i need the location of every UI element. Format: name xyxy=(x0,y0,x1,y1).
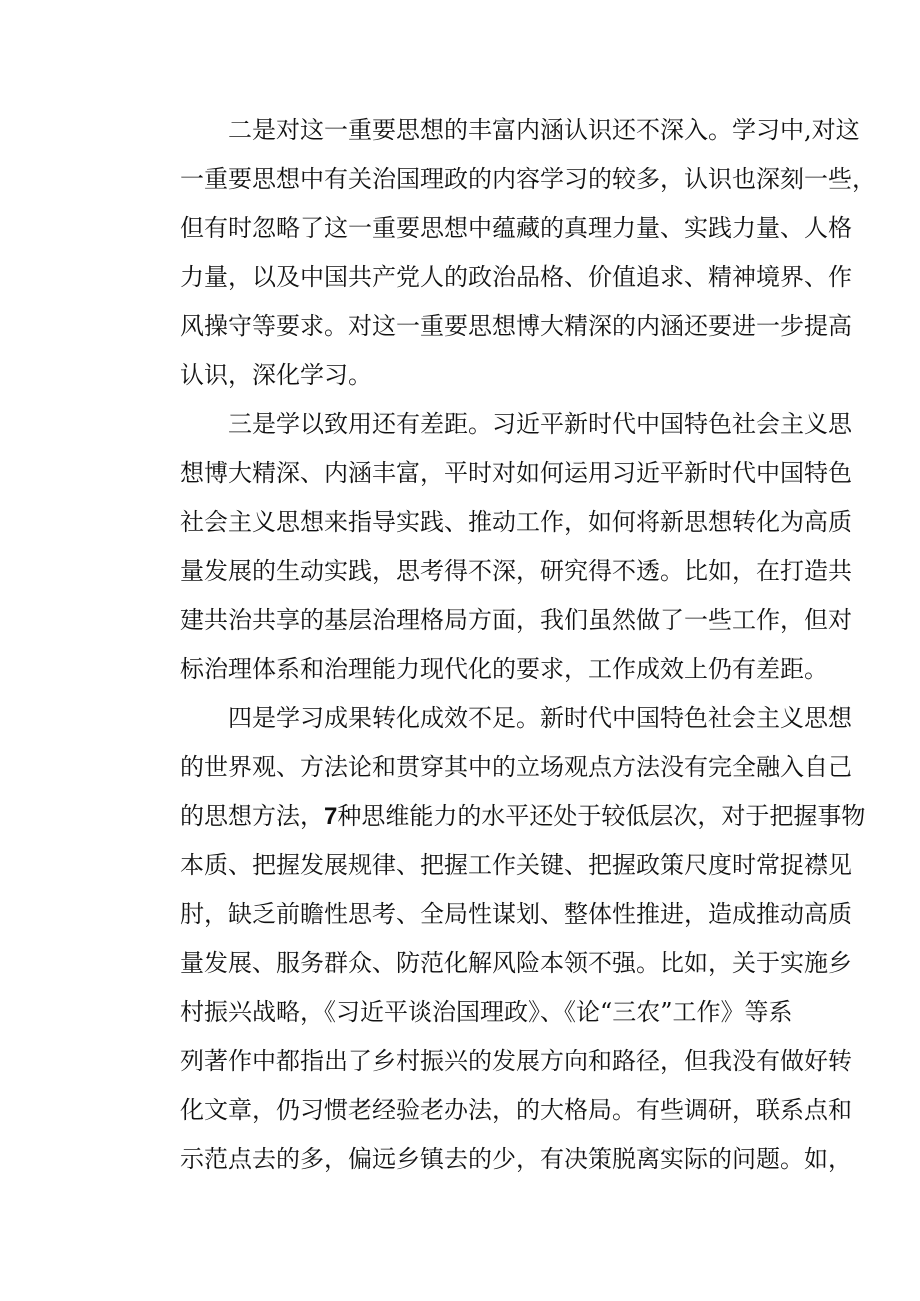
text-line: 想博大精深、内涵丰富，平时对如何运用习近平新时代中国特色 xyxy=(180,459,852,487)
text-line: 风操守等要求。对这一重要思想博大精深的内涵还要进一步提高 xyxy=(180,312,852,340)
text-line: 二是对这一重要思想的丰富内涵认识还不深入。学习中,对这 xyxy=(228,116,860,144)
text-line: 示范点去的多，偏远乡镇去的少，有决策脱离实际的问题。如， xyxy=(180,1145,852,1173)
paragraph-4 xyxy=(132,694,866,1233)
text-line: 一重要思想中有关治国理政的内容学习的较多，认识也深刻一些， xyxy=(180,165,876,193)
text-line: 量发展、服务群众、防范化解风险本领不强。比如，关于实施乡 xyxy=(180,949,852,977)
text-line: 列著作中都指出了乡村振兴的发展方向和路径，但我没有做好转 xyxy=(180,1047,852,1075)
text-line: 村振兴战略，《习近平谈治国理政》、《论“三农”工作》等系 xyxy=(180,998,793,1026)
text-line: 量发展的生动实践，思考得不深，研究得不透。比如，在打造共 xyxy=(180,557,852,585)
text-line: 认识，深化学习。 xyxy=(180,361,372,389)
text-line: 本质、把握发展规律、把握工作关键、把握政策尺度时常捉襟见 xyxy=(180,851,852,879)
text-line: 标治理体系和治理能力现代化的要求，工作成效上仍有差距。 xyxy=(180,655,828,683)
text-line: 三是学以致用还有差距。习近平新时代中国特色社会主义思 xyxy=(228,410,852,438)
text-line: 四是学习成果转化成效不足。新时代中国特色社会主义思想 xyxy=(228,704,852,732)
text-line: 力量，以及中国共产党人的政治品格、价值追求、精神境界、作 xyxy=(180,263,852,291)
text-line: 社会主义思想来指导实践、推动工作，如何将新思想转化为高质 xyxy=(180,508,852,536)
text-line xyxy=(132,1184,792,1233)
text-segment: 种思维能力的水平还处于较低层次，对于把握事物 xyxy=(337,802,866,830)
text-line: 建共治共享的基层治理格局方面，我们虽然做了一些工作，但对 xyxy=(180,606,852,634)
paragraph-3 xyxy=(132,400,852,694)
document-body xyxy=(132,106,876,1233)
text-line: 肘，缺乏前瞻性思考、全局性谋划、整体性推进，造成推动高质 xyxy=(180,900,852,928)
text-line: 的世界观、方法论和贯穿其中的立场观点方法没有完全融入自己 xyxy=(180,753,852,781)
text-line-with-number xyxy=(132,792,866,841)
text-segment: 的思想方法， xyxy=(180,802,324,830)
paragraph-2 xyxy=(132,106,876,400)
text-line: 但有时忽略了这一重要思想中蕴藏的真理力量、实践力量、人格 xyxy=(180,214,852,242)
text-line: 化文章，仍习惯老经验老办法，的大格局。有些调研，联系点和 xyxy=(180,1096,852,1124)
bold-number: 7 xyxy=(324,803,338,830)
